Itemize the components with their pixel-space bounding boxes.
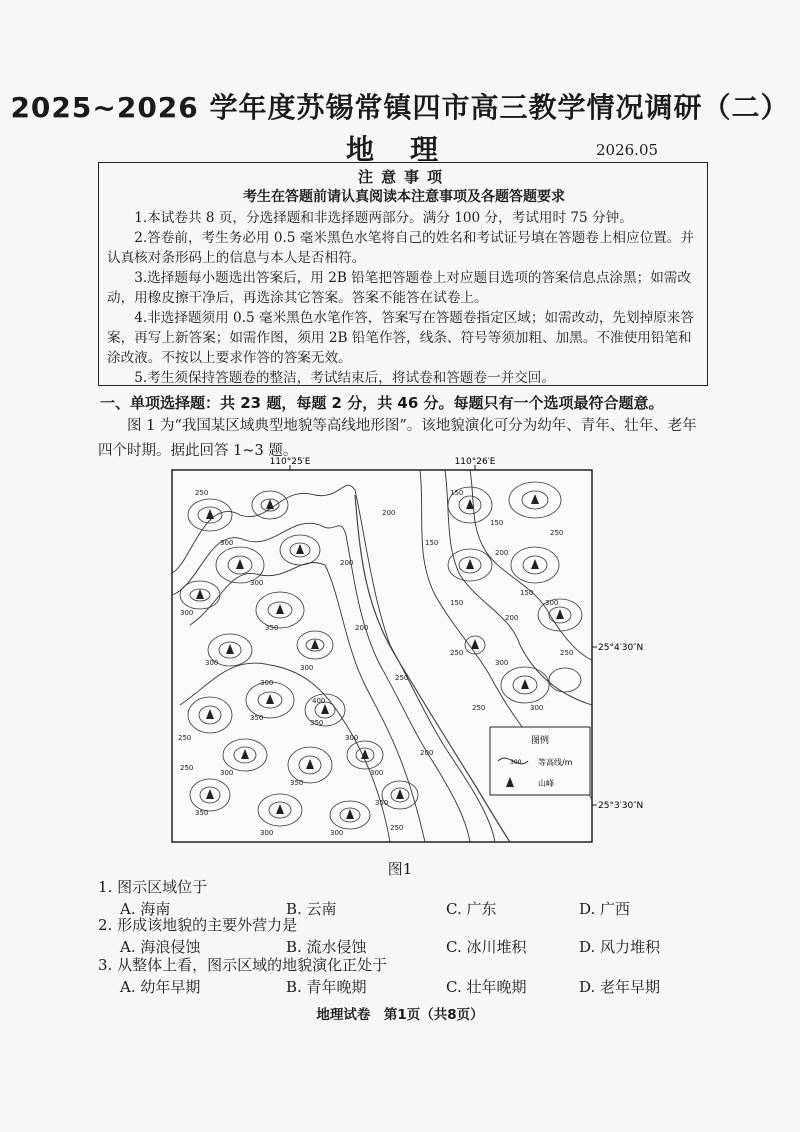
svg-text:350: 350: [310, 719, 324, 727]
svg-text:250: 250: [178, 734, 192, 742]
svg-text:350: 350: [195, 809, 209, 817]
question-3-stem: 3. 从整体上看，图示区域的地貌演化正处于: [98, 956, 388, 974]
svg-text:200: 200: [505, 614, 519, 622]
svg-text:250: 250: [395, 674, 409, 682]
svg-text:300: 300: [530, 704, 544, 712]
svg-text:300: 300: [545, 599, 559, 607]
q3-option-d: D. 老年早期: [579, 978, 661, 996]
question-intro: 图 1 为“我国某区域典型地貌等高线地形图”。该地貌演化可分为幼年、青年、壮年、老年四个时期。据此回答 1~3 题。: [98, 418, 697, 459]
svg-text:300: 300: [220, 769, 234, 777]
section-title: 一、单项选择题：共 23 题，每题 2 分，共 46 分。每题只有一个选项最符合题意。: [100, 394, 664, 412]
svg-text:350: 350: [290, 779, 304, 787]
svg-text:350: 350: [375, 799, 389, 807]
lon-label-right: 110°26′E: [454, 457, 496, 467]
q2-option-b: B. 流水侵蚀: [286, 938, 367, 956]
svg-text:250: 250: [550, 529, 564, 537]
svg-text:300: 300: [180, 609, 194, 617]
svg-text:200: 200: [495, 549, 509, 557]
q2-option-a: A. 海浪侵蚀: [120, 938, 201, 956]
svg-text:200: 200: [355, 624, 369, 632]
map-legend: [490, 727, 590, 795]
legend-peak-label: 山峰: [538, 779, 554, 788]
svg-text:250: 250: [560, 649, 574, 657]
notice-item: 2.答卷前，考生务必用 0.5 毫米黑色水笔将自己的姓名和考试证号填在答题卷上相应位置。并认真核对条形码上的信息与本人是否相符。: [107, 230, 694, 266]
notice-title: 注意事项: [357, 168, 450, 186]
svg-text:150: 150: [425, 539, 439, 547]
svg-text:150: 150: [520, 589, 534, 597]
svg-text:300: 300: [345, 734, 359, 742]
contour-map: [150, 455, 660, 855]
notice-subtitle: 考生在答题前请认真阅读本注意事项及各题答题要求: [243, 189, 565, 205]
q3-option-b: B. 青年晚期: [286, 978, 367, 996]
svg-text:300: 300: [495, 659, 509, 667]
svg-text:300: 300: [250, 579, 264, 587]
svg-text:300: 300: [260, 679, 274, 687]
svg-text:350: 350: [250, 714, 264, 722]
q1-option-c: C. 广东: [446, 900, 497, 918]
contour-map-figure: [150, 455, 660, 855]
legend-contour-value: 300: [510, 759, 522, 766]
legend-contour-label: 等高线/m: [538, 758, 573, 767]
svg-text:300: 300: [260, 829, 274, 837]
svg-text:200: 200: [340, 559, 354, 567]
figure-caption: 图1: [387, 860, 413, 878]
q1-option-d: D. 广西: [579, 900, 631, 918]
notice-box: [98, 162, 708, 386]
exam-date: 2026.05: [596, 141, 659, 159]
svg-text:400: 400: [312, 697, 326, 705]
question-2-stem: 2. 形成该地貌的主要外营力是: [98, 916, 298, 934]
svg-text:150: 150: [490, 519, 504, 527]
subject-title: 地理: [345, 133, 474, 166]
svg-text:350: 350: [265, 624, 279, 632]
svg-text:200: 200: [420, 749, 434, 757]
q3-option-c: C. 壮年晚期: [446, 978, 527, 996]
svg-text:150: 150: [450, 489, 464, 497]
svg-text:250: 250: [180, 764, 194, 772]
svg-text:300: 300: [220, 539, 234, 547]
svg-text:200: 200: [382, 509, 396, 517]
svg-text:150: 150: [450, 599, 464, 607]
lat-label-top: 25°4′30″N: [598, 643, 644, 653]
svg-text:250: 250: [450, 649, 464, 657]
question-1-stem: 1. 图示区域位于: [98, 878, 208, 896]
exam-title: 2025~2026 学年度苏锡常镇四市高三教学情况调研（二）: [10, 91, 790, 124]
svg-text:250: 250: [195, 489, 209, 497]
svg-text:300: 300: [300, 664, 314, 672]
svg-text:300: 300: [205, 659, 219, 667]
notice-item: 4.非选择题须用 0.5 毫米黑色水笔作答，答案写在答题卷指定区域；如需改动，先划掉原来答案，再写上新答案；如需作图，须用 2B 铅笔作答，线条、符号等须加粗、加黑。不准使用铅笔和涂改液。不按以上要求作答的答案无效。: [107, 310, 694, 366]
notice-item: 3.选择题每小题选出答案后，用 2B 铅笔把答题卷上对应题目选项的答案信息点涂黑；如需改动，用橡皮擦干净后，再选涂其它答案。答案不能答在试卷上。: [107, 270, 691, 306]
q2-option-c: C. 冰川堆积: [446, 938, 527, 956]
q1-option-b: B. 云南: [286, 900, 337, 918]
svg-text:250: 250: [472, 704, 486, 712]
notice-item: 1.本试卷共 8 页，分选择题和非选择题两部分。满分 100 分，考试用时 75 分钟。: [134, 210, 633, 226]
q3-option-a: A. 幼年早期: [120, 978, 201, 996]
q2-option-d: D. 风力堆积: [579, 938, 661, 956]
page-footer: 地理试卷 第1页（共8页）: [316, 1007, 484, 1023]
lon-label-left: 110°25′E: [269, 457, 311, 467]
legend-title: 图例: [530, 736, 550, 746]
lat-label-bottom: 25°3′30″N: [598, 801, 644, 811]
q1-option-a: A. 海南: [120, 900, 171, 918]
svg-text:300: 300: [330, 829, 344, 837]
svg-text:300: 300: [370, 769, 384, 777]
notice-item: 5.考生须保持答题卷的整洁，考试结束后，将试卷和答题卷一并交回。: [134, 370, 555, 386]
svg-text:250: 250: [390, 824, 404, 832]
